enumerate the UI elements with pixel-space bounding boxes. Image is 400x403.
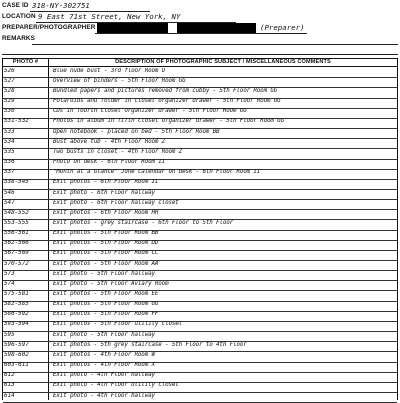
photo-number: 526 bbox=[4, 67, 15, 74]
preparer-row bbox=[2, 24, 398, 35]
photo-description: Exit photos - grey staircase - 6th Floor to 5th Floor bbox=[53, 219, 234, 226]
photo-number: 553-555 bbox=[4, 219, 29, 226]
photo-number: 536 bbox=[4, 159, 15, 166]
photo-number: 570-572 bbox=[4, 260, 29, 267]
location-value: 9 East 71st Street, New York, NY bbox=[38, 12, 181, 21]
photo-number: 567-569 bbox=[4, 250, 29, 257]
photo-description: Exit photo - 5th Floor hallway bbox=[53, 331, 155, 338]
case-id-value: 318-NY-302751 bbox=[32, 1, 90, 10]
preparer-underline bbox=[95, 33, 307, 34]
photo-description: Exit photos - 6th Floor Room HH bbox=[53, 209, 159, 216]
remarks-row-continued bbox=[2, 45, 398, 56]
redaction-box bbox=[177, 23, 256, 33]
photo-number: 573 bbox=[4, 270, 15, 277]
photo-description: Exit photo - 5th Floor Aviary Room bbox=[53, 280, 169, 287]
photo-description: Exit photos - 5th Floor Room GG bbox=[53, 301, 159, 308]
photo-number: 556-561 bbox=[4, 230, 29, 237]
photo-number: 593-594 bbox=[4, 321, 29, 328]
remarks-label: REMARKS bbox=[2, 35, 36, 42]
photo-number: 613 bbox=[4, 382, 15, 389]
photo-number: 535 bbox=[4, 148, 15, 155]
photo-description: Exit photos - 5th Floor Room DD bbox=[53, 240, 159, 247]
photo-description: Exit photo - 6th Floor hallway bbox=[53, 189, 155, 196]
photo-description: Exit photos - 5th grey staircase - 5th Floor to 4th Floor bbox=[53, 341, 247, 348]
photo-number: 586-592 bbox=[4, 311, 29, 318]
photo-description: Exit photos - 5th Floor Room FF bbox=[53, 311, 159, 318]
photo-number: 537 bbox=[4, 169, 15, 176]
photo-number: 598-602 bbox=[4, 351, 29, 358]
photo-number: 528 bbox=[4, 88, 15, 94]
photo-number: 548-552 bbox=[4, 209, 29, 216]
photo-number: 546 bbox=[4, 189, 15, 196]
photo-number: 582-585 bbox=[4, 301, 29, 308]
photo-number: 538-545 bbox=[4, 179, 29, 186]
preparer-label: PREPARER/PHOTOGRAPHER bbox=[2, 24, 96, 31]
table-row bbox=[3, 392, 397, 403]
photo-number: 595 bbox=[4, 331, 15, 338]
photo-number: 603-611 bbox=[4, 362, 29, 369]
column-header-photo-number: PHOTO # bbox=[12, 59, 39, 65]
photo-description: Two busts in closet - 4th Floor Room Z bbox=[53, 148, 183, 155]
photo-description: Exit photos - 5th Floor Room AA bbox=[53, 260, 159, 267]
photo-description: Exit photo - 5th Floor hallway bbox=[53, 270, 155, 277]
photo-number: 562-566 bbox=[4, 240, 29, 247]
photo-description: Bundled papers and pictures removed from cubby - 5th Floor Room GG bbox=[53, 88, 278, 94]
photo-description: Exit photo - 6th Floor hallway closet bbox=[53, 199, 179, 206]
photo-number: 612 bbox=[4, 372, 15, 379]
photo-number: 533 bbox=[4, 128, 15, 135]
photo-number: 531-532 bbox=[4, 118, 29, 125]
photo-description: Exit photos - 5th Floor Room CC bbox=[53, 250, 159, 257]
photo-description: Exit photo - 4th Floor utility closet bbox=[53, 382, 179, 389]
photo-description: Photos in album in fifth closet organizer drawer - 5th Floor Room GG bbox=[53, 118, 284, 125]
photo-number: 527 bbox=[4, 77, 15, 84]
column-header-description: DESCRIPTION OF PHOTOGRAPHIC SUBJECT / MISCELLANEOUS COMMENTS bbox=[115, 59, 331, 65]
photo-description: CDs in fourth closet organizer drawer - 5th Floor Room GG bbox=[53, 108, 247, 115]
redaction-box bbox=[97, 23, 168, 33]
photo-number: 529 bbox=[4, 98, 15, 105]
photo-description: Exit photo - 4th Floor hallway bbox=[53, 392, 155, 399]
photo-description: Exit photos - 5th Floor Room EE bbox=[53, 291, 159, 297]
location-label: LOCATION bbox=[2, 13, 36, 20]
photo-number: 596-597 bbox=[4, 341, 29, 348]
photo-description: Open notebook - placed on bed - 5th Floor Room BB bbox=[53, 128, 220, 135]
remarks-underline-2 bbox=[2, 54, 398, 55]
photo-number: 614 bbox=[4, 392, 15, 399]
preparer-value: (Preparer) bbox=[260, 23, 305, 32]
photo-description: Exit photos - 4th Floor Room X bbox=[53, 362, 155, 369]
photo-description: Photo on desk - 6th Floor Room II bbox=[53, 159, 166, 166]
photo-description: Polaroids and folder in closet organizer drawer - 5th Floor Room GG bbox=[53, 98, 281, 105]
photo-description: Exit photos - 6th Floor Room II bbox=[53, 179, 159, 186]
photo-description: Bust above tub - 4th Floor Room Z bbox=[53, 138, 166, 145]
photo-number: 575-581 bbox=[4, 291, 29, 297]
photo-description: Overview of binders - 5th Floor Room GG bbox=[53, 77, 186, 84]
photo-number: 534 bbox=[4, 138, 15, 145]
photo-description: Exit photos - 5th Floor utility closet bbox=[53, 321, 183, 328]
photo-number: 530 bbox=[4, 108, 15, 115]
photo-number: 574 bbox=[4, 280, 15, 287]
photo-description: Exit photos - 5th Floor Room BB bbox=[53, 230, 159, 237]
photo-description: Exit photo - 4th Floor hallway bbox=[53, 372, 155, 379]
photo-description: Exit photos - 4th Floor Room W bbox=[53, 351, 155, 358]
photo-description: Blue nude bust - 3rd floor Room U bbox=[53, 67, 166, 74]
photo-number: 547 bbox=[4, 199, 15, 206]
photo-description: "Month at a Glance" June calendar on desk - 6th Floor Room II bbox=[53, 169, 261, 176]
case-id-label: CASE ID bbox=[2, 2, 29, 9]
photo-log-table bbox=[2, 58, 398, 400]
